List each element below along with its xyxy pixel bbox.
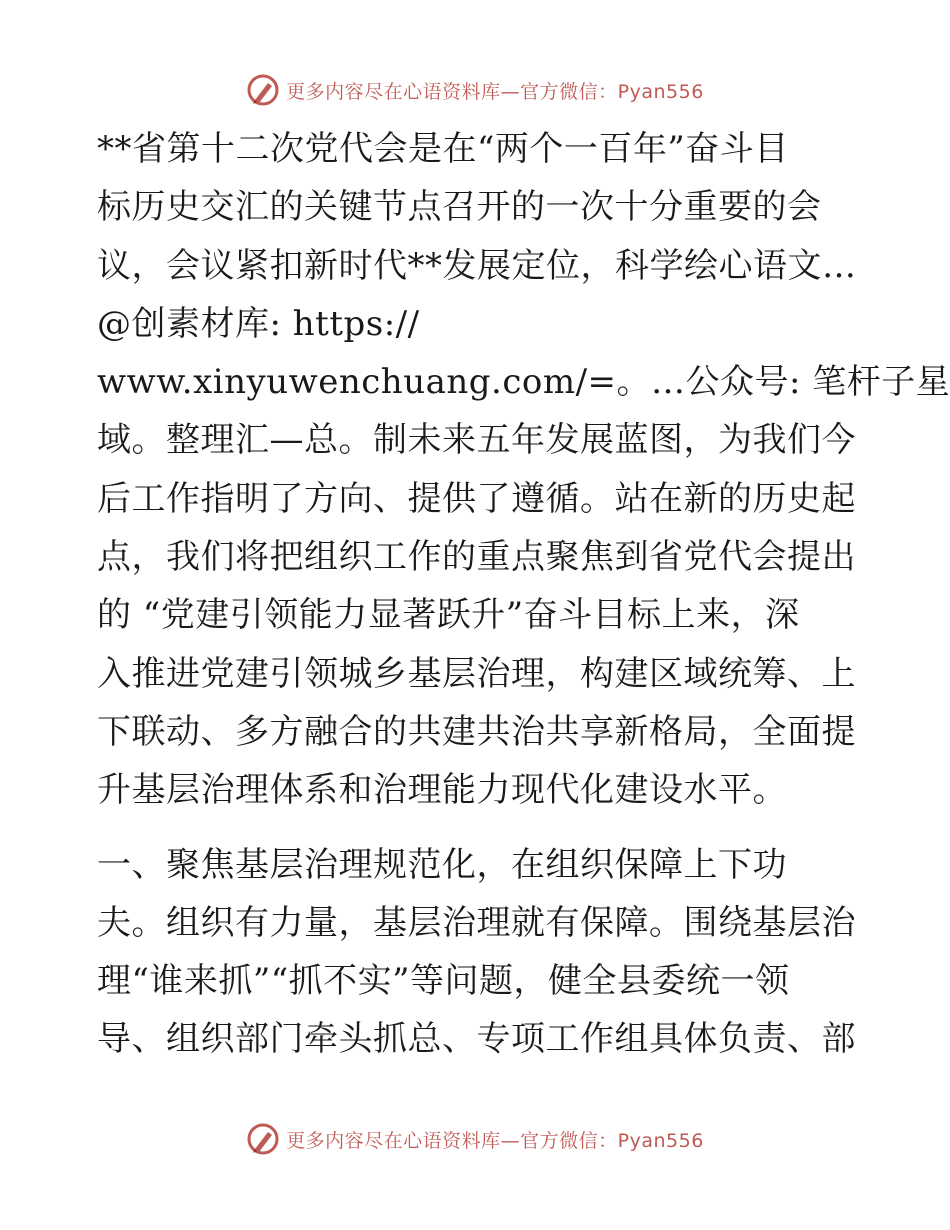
text-line: 议，会议紧扣新时代**发展定位，科学绘心语文… bbox=[97, 245, 857, 286]
text-line: 的 “党建引领能力显著跃升”奋斗目标上来，深 bbox=[97, 595, 800, 636]
text-line: 理“谁来抓”“抓不实”等问题，健全县委统一领 bbox=[97, 961, 790, 1002]
text-line: 后工作指明了方向、提供了遵循。站在新的历史起 bbox=[97, 478, 856, 519]
text-line: 域。整理汇—总。制未来五年发展蓝图，为我们今 bbox=[97, 420, 856, 461]
footer-banner bbox=[0, 1119, 950, 1159]
section-heading-line: 一、聚焦基层治理规范化，在组织保障上下功 bbox=[97, 844, 787, 885]
text-line: www.xinyuwenchuang.com/=。…公众号: 笔杆子星 bbox=[97, 362, 950, 403]
text-line: 升基层治理体系和治理能力现代化建设水平。 bbox=[97, 770, 787, 811]
text-line: 夫。组织有力量，基层治理就有保障。围绕基层治 bbox=[97, 902, 856, 943]
text-line: 导、组织部门牵头抓总、专项工作组具体负责、部 bbox=[97, 1019, 856, 1060]
text-line: @创素材库: https:// bbox=[97, 303, 420, 344]
banner-text: 更多内容尽在心语资料库—官方微信：Pyan556 bbox=[286, 80, 704, 103]
header-banner bbox=[0, 70, 950, 110]
text-line: 入推进党建引领城乡基层治理，构建区域统筹、上 bbox=[97, 653, 856, 694]
pen-circle-logo-icon bbox=[246, 73, 280, 107]
text-line: **省第十二次党代会是在“两个一百年”奋斗目 bbox=[97, 129, 789, 169]
document-body bbox=[97, 120, 950, 1069]
text-line: 标历史交汇的关键节点召开的一次十分重要的会 bbox=[97, 187, 822, 228]
paragraph-gap bbox=[97, 820, 857, 836]
text-line: 下联动、多方融合的共建共治共享新格局，全面提 bbox=[97, 711, 856, 752]
pen-circle-logo-icon bbox=[246, 1122, 280, 1156]
text-line: 点，我们将把组织工作的重点聚焦到省党代会提出 bbox=[97, 537, 856, 578]
banner-text: 更多内容尽在心语资料库—官方微信：Pyan556 bbox=[286, 1129, 704, 1152]
